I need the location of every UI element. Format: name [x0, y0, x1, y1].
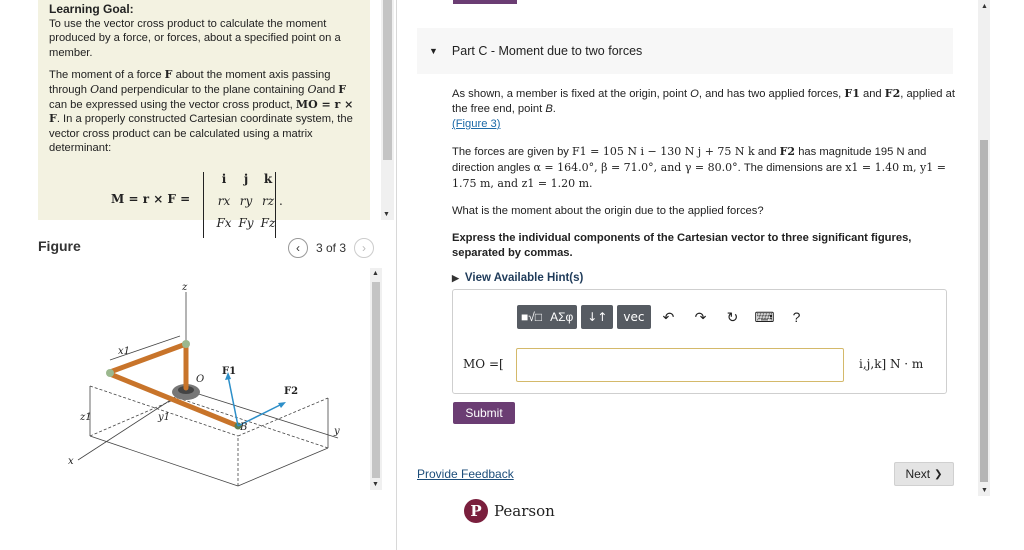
math-toolbar: [517, 304, 811, 330]
problem-description: [452, 86, 957, 132]
figure-3-link[interactable]: (Figure 3): [452, 118, 501, 130]
direction-angles: α = 164.0°, β = 71.0°, and γ = 80.0°: [533, 161, 738, 174]
body-equation: MO = r × F: [49, 97, 354, 126]
force-F1-symbol: F1: [844, 87, 860, 100]
label-y1: y1: [158, 412, 171, 423]
body-point-symbol: O: [90, 82, 100, 96]
label-z1: z1: [80, 412, 92, 423]
force-F1-arrow: [228, 376, 238, 426]
chevron-right-icon: ❯: [934, 468, 943, 480]
body-text: and: [316, 83, 336, 96]
label-x: x: [68, 456, 74, 467]
dimensions: x1 = 1.40 m, y1 = 1.75 m, and z1 = 1.20 m.: [452, 161, 946, 190]
label-x1: x1: [118, 346, 131, 357]
label-z: z: [182, 282, 188, 293]
text: The forces are given by: [452, 146, 569, 158]
chevron-right-icon: ›: [362, 241, 367, 255]
matrix-cell: Fx: [216, 215, 232, 230]
learning-goal-body: [49, 68, 360, 156]
subscript-superscript-button[interactable]: ↓↑: [581, 305, 613, 329]
matrix-cell: Fy: [238, 215, 254, 230]
point-B-symbol: B: [545, 103, 553, 115]
expand-triangle-icon[interactable]: ▶: [452, 273, 459, 283]
figure-prev-button[interactable]: [288, 238, 308, 258]
keyboard-icon[interactable]: ⌨: [754, 308, 775, 325]
help-icon[interactable]: ?: [792, 309, 801, 325]
matrix-period: .: [279, 193, 283, 208]
next-label: Next: [905, 467, 931, 481]
submit-button[interactable]: Submit: [453, 402, 515, 424]
text: and: [862, 88, 882, 100]
text: .: [552, 103, 556, 115]
matrix-cell: i: [221, 171, 227, 186]
body-force-symbol: F: [164, 68, 173, 82]
label-O: O: [196, 374, 205, 385]
text: and: [757, 146, 777, 158]
next-button[interactable]: [894, 462, 954, 486]
force-F2-symbol: F2: [779, 145, 796, 158]
hint-label[interactable]: View Available Hint(s): [464, 272, 584, 284]
pearson-logo-icon: P: [464, 499, 488, 523]
scrollbar-thumb[interactable]: [980, 140, 988, 482]
box-edge: [238, 448, 328, 486]
answer-instruction: Express the individual components of the Cartesian vector to three significant figures, separated by commas.: [452, 232, 912, 259]
member-joint: [106, 369, 114, 377]
figure-label: Figure: [38, 238, 81, 254]
provide-feedback-link[interactable]: Provide Feedback: [417, 467, 514, 481]
right-panel: [397, 0, 1024, 550]
text: , and has two applied forces,: [698, 88, 842, 100]
matrix-left-bar: [203, 172, 204, 238]
view-hints-toggle[interactable]: [452, 271, 957, 286]
figure-diagram: [38, 268, 368, 500]
figure-next-button[interactable]: [354, 238, 374, 258]
reset-icon[interactable]: ↻: [726, 308, 739, 325]
matrix-cell: k: [263, 171, 273, 186]
label-F1: F1: [222, 366, 237, 377]
force-F1-expression: F1 = 105 N i − 130 N j + 75 N k: [572, 145, 755, 158]
member-joint: [182, 340, 190, 348]
part-title: Part C - Moment due to two forces: [451, 44, 643, 58]
moment-label: MO =[: [463, 357, 504, 371]
learning-goal-scrollbar[interactable]: [381, 0, 394, 220]
body-text: can be expressed using the vector cross product,: [49, 98, 293, 111]
scroll-down-icon[interactable]: ▼: [383, 211, 390, 218]
member-diagram-svg: [38, 268, 368, 500]
box-edge: [90, 436, 238, 486]
left-panel: [0, 0, 396, 550]
collapse-triangle-icon[interactable]: ▼: [429, 46, 438, 56]
pearson-brand: [464, 499, 555, 523]
active-part-indicator: [453, 0, 517, 4]
figure-navigation: [288, 238, 374, 258]
body-text: . In a properly constructed Cartesian coordinate system, the vector cross product can be calculated using a matrix determinant:: [49, 113, 353, 155]
problem-content: [452, 86, 957, 286]
label-y: y: [334, 426, 340, 437]
text: As shown, a member is fixed at the origin, point: [452, 88, 688, 100]
greek-button[interactable]: ΑΣφ: [550, 310, 574, 324]
templates-button[interactable]: ■√□: [521, 310, 543, 324]
learning-goal-title: Learning Goal:: [49, 2, 134, 16]
scrollbar-thumb[interactable]: [383, 0, 392, 160]
figure-scrollbar[interactable]: [370, 268, 382, 490]
body-text: The moment of a force: [49, 69, 162, 82]
force-F2-arrowhead: [278, 402, 286, 408]
toolbar-template-group: [517, 305, 577, 329]
chevron-left-icon: ‹: [296, 241, 300, 255]
learning-goal-box: [38, 0, 370, 230]
undo-icon[interactable]: ↶: [662, 308, 675, 325]
text: . The dimensions are: [737, 162, 843, 174]
part-c-header[interactable]: [417, 28, 953, 74]
force-F2-symbol: F2: [884, 87, 901, 100]
units-label: i,j,k] N · m: [859, 357, 924, 371]
body-text: about the moment axis passing through: [49, 69, 331, 96]
matrix-cell: rz: [261, 193, 275, 208]
vector-button[interactable]: vec: [617, 305, 650, 329]
matrix-cell: j: [243, 171, 249, 186]
scrollbar-thumb[interactable]: [372, 282, 380, 478]
moment-answer-input[interactable]: [516, 348, 844, 382]
matrix-cell: ry: [239, 193, 253, 208]
body-force-symbol: F: [338, 82, 347, 96]
pearson-name: Pearson: [494, 502, 555, 520]
point-O-symbol: O: [690, 88, 699, 100]
redo-icon[interactable]: ↷: [694, 308, 707, 325]
matrix-cell: Fz: [260, 215, 276, 230]
scroll-down-icon[interactable]: ▼: [981, 487, 988, 494]
body-text: and perpendicular to the plane containing: [99, 83, 305, 96]
learning-goal-intro: To use the vector cross product to calculate the moment produced by a force, or forces, about a specified point on a member.: [49, 17, 341, 59]
matrix-cell: rx: [217, 193, 231, 208]
problem-given-values: [452, 144, 957, 192]
scroll-down-icon[interactable]: ▼: [372, 481, 379, 488]
scroll-up-icon[interactable]: ▲: [372, 270, 379, 277]
matrix-lhs: M = r × F =: [111, 191, 191, 206]
figure-page-indicator: 3 of 3: [316, 241, 347, 255]
text: , applied at the free end, point: [452, 88, 955, 115]
body-point-symbol: O: [307, 82, 317, 96]
label-B: B: [240, 422, 248, 433]
question-text: What is the moment about the origin due to the applied forces?: [452, 205, 764, 217]
scroll-up-icon[interactable]: ▲: [981, 3, 988, 10]
answer-box: [452, 289, 947, 394]
text: has magnitude 195 N and direction angles: [452, 146, 927, 174]
label-F2: F2: [284, 386, 299, 397]
determinant-matrix: [49, 164, 360, 234]
page-scrollbar[interactable]: [978, 0, 990, 496]
